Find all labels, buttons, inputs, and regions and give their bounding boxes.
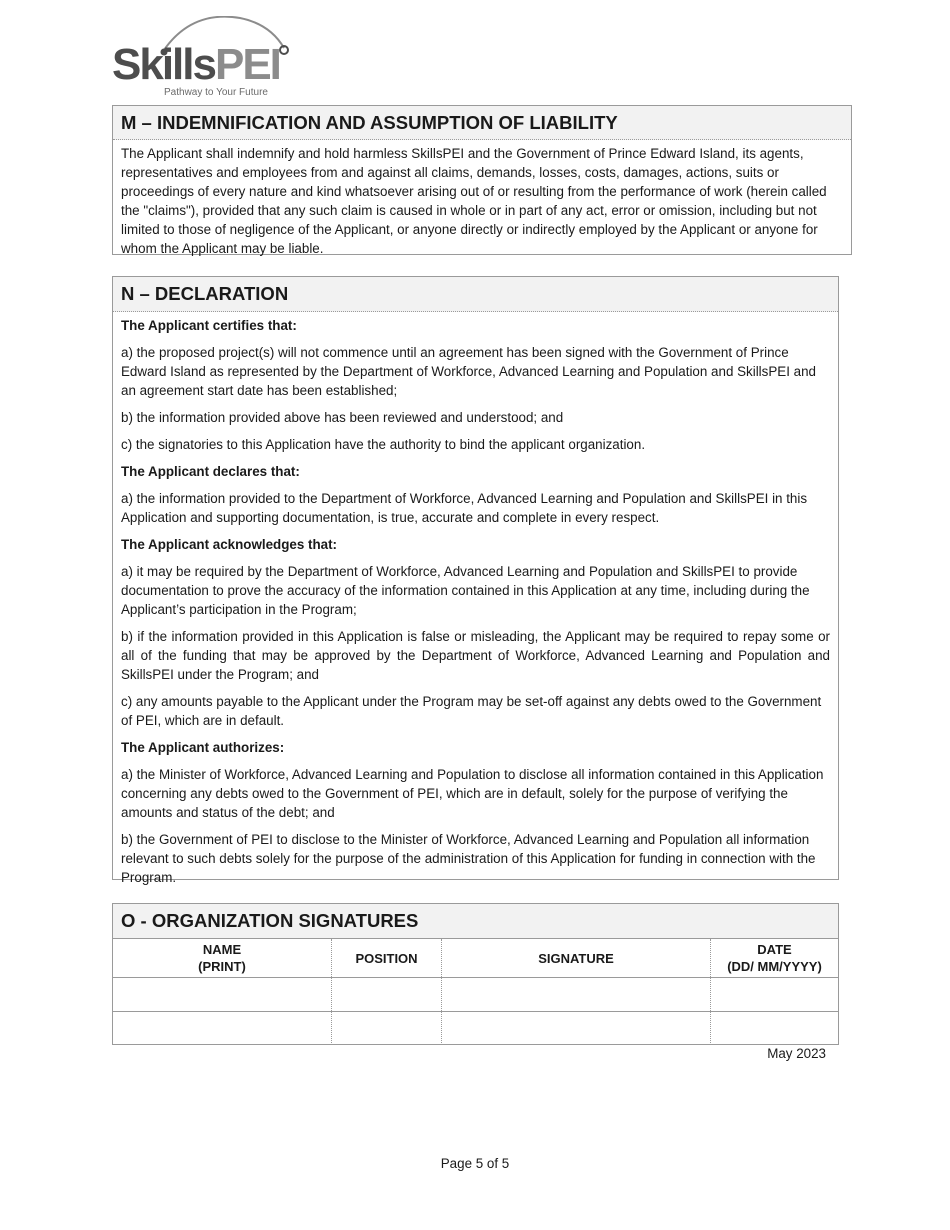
signature-row-1-signature-cell[interactable] (442, 978, 711, 1012)
logo-word-skills: Skills (112, 40, 215, 89)
col-name-label: NAME (202, 942, 242, 957)
col-date-header (711, 939, 839, 978)
skillspei-logo (112, 16, 302, 100)
certifies-item-a: a) the proposed project(s) will not commence until an agreement has been signed with the Government of Prince Edward Island as represented by the Department of Workforce, Advanced Learning and Population and SkillsPEI and an agreement start date has been established; (121, 345, 816, 398)
declares-item-a: a) the information provided to the Department of Workforce, Advanced Learning and Population and SkillsPEI in this Application and supporting documentation, is true, accurate and complete in every respect. (121, 491, 808, 525)
col-date-label: DATE (757, 942, 792, 957)
section-declaration (112, 276, 839, 885)
signature-row-1-position-cell[interactable] (332, 978, 442, 1012)
acknowledges-heading: The Applicant acknowledges that: (121, 537, 338, 552)
section-n-title: N – DECLARATION (113, 277, 838, 312)
signature-row-1 (113, 978, 838, 1012)
signature-row-2 (113, 1012, 838, 1046)
col-date-sublabel: (DD/ MM/YYYY) (727, 959, 822, 974)
indemnification-paragraph: The Applicant shall indemnify and hold harmless SkillsPEI and the Government of Prince Edward Island, its agents, representatives and employees from and against all claims, demands, losses, costs, damages, actions, suits or proceedings of every nature and kind whatsoever arising out of or resulting from the performance of work (herein called the "claims"), provided that any such claim is caused in whole or in part of any act, error or omission, including but not limited to those of negligence of the Applicant, or anyone directly or indirectly employed by the Applicant or anyone for whom the Applicant may be liable. (121, 146, 827, 256)
logo-wordmark (112, 40, 280, 89)
col-position-header: POSITION (332, 939, 442, 978)
signature-row-2-position-cell[interactable] (332, 1012, 442, 1046)
section-signatures (112, 903, 839, 1045)
section-m-title: M – INDEMNIFICATION AND ASSUMPTION OF LIABILITY (113, 106, 851, 140)
revision-date: May 2023 (767, 1046, 826, 1061)
signature-row-1-name-cell[interactable] (113, 978, 332, 1012)
section-indemnification (112, 105, 852, 255)
acknowledges-item-b: b) if the information provided in this Application is false or misleading, the Applicant may be required to repay some or all of the funding that may be approved by the Department of Workforce, Advanced Learning and Population and SkillsPEI under the Program; and (121, 629, 830, 682)
declares-heading: The Applicant declares that: (121, 464, 300, 479)
signature-row-2-name-cell[interactable] (113, 1012, 332, 1046)
authorizes-heading: The Applicant authorizes: (121, 740, 285, 755)
authorizes-item-b: b) the Government of PEI to disclose to the Minister of Workforce, Advanced Learning and Population all information relevant to such debts solely for the purpose of the administration of this Application for funding in connection with the Program. (121, 832, 816, 885)
certifies-item-c: c) the signatories to this Application have the authority to bind the applicant organization. (121, 437, 646, 452)
col-name-header (113, 939, 332, 978)
col-name-sublabel: (PRINT) (198, 959, 246, 974)
section-o-title: O - ORGANIZATION SIGNATURES (113, 904, 838, 939)
authorizes-item-a: a) the Minister of Workforce, Advanced Learning and Population to disclose all information contained in this Application concerning any debts owed to the Government of PEI, which are in default, solely for the purpose of verifying the amounts and status of the debt; and (121, 767, 824, 820)
logo-tagline: Pathway to Your Future (164, 87, 268, 98)
section-m-body (113, 140, 851, 258)
acknowledges-item-c: c) any amounts payable to the Applicant under the Program may be set-off against any debts owed to the Government of PEI, which are in default. (121, 694, 822, 728)
section-n-body (113, 312, 838, 887)
signature-row-2-date-cell[interactable] (711, 1012, 839, 1046)
logo-word-pei: PEI (214, 40, 280, 89)
signature-row-2-signature-cell[interactable] (442, 1012, 711, 1046)
acknowledges-item-a: a) it may be required by the Department of Workforce, Advanced Learning and Population and SkillsPEI to provide documentation to prove the accuracy of the information contained in this Application at any time, including during the Applicant’s participation in the Program; (121, 564, 810, 617)
certifies-heading: The Applicant certifies that: (121, 318, 297, 333)
certifies-item-b: b) the information provided above has been reviewed and understood; and (121, 410, 564, 425)
signature-table-header (113, 939, 838, 978)
col-signature-header: SIGNATURE (442, 939, 711, 978)
signature-row-1-date-cell[interactable] (711, 978, 839, 1012)
signature-table (113, 939, 838, 1045)
page-number: Page 5 of 5 (440, 1156, 510, 1171)
